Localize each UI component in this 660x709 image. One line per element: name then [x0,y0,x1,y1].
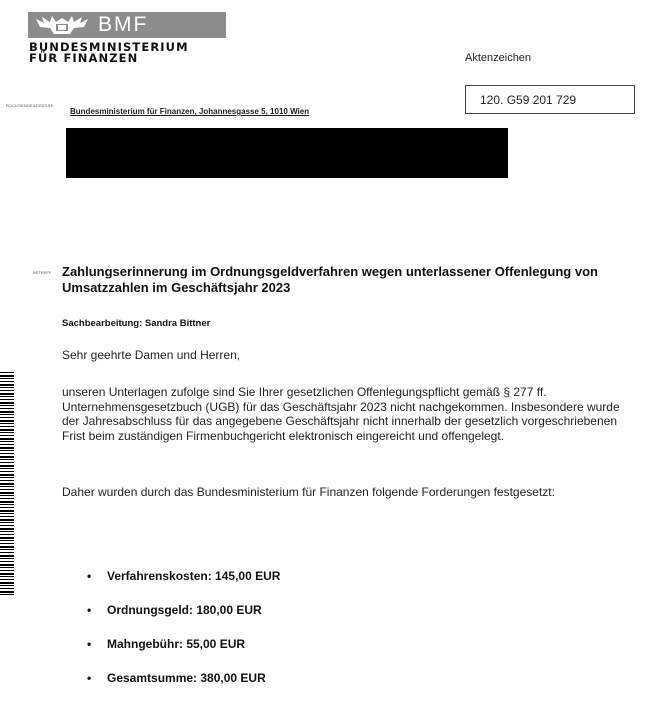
side-barcode [0,372,14,596]
subject-line: Zahlungserinnerung im Ordnungsgeldverfahren wegen unterlassener Offenlegung von Umsatzzahlen im Geschäftsjahr 2023 [62,264,598,295]
subject-label: BETREFF [33,270,52,275]
ministry-name [29,42,189,64]
body-paragraph-1: unseren Unterlagen zufolge sind Sie Ihrer gesetzlichen Offenlegungspflicht gemäß § 277 ff. Unternehmensgesetzbuch (UGB) für das Geschäftsjahr 2023 nicht nachgekommen. Insbesondere wurde der Jahresabschluss für das angegebene Geschäftsjahr nicht innerhalb der gesetzlich vorgeschriebenen Frist beim zuständigen Firmenbuchgericht elektronisch eingereicht und offengelegt. [62,385,620,443]
clerk-line: Sachbearbeitung: Sandra Bittner [62,318,211,329]
bullet-icon: • [87,671,92,685]
return-address-label: RÜCKSENDEADRESSE [6,103,54,108]
reference-value: 120. G59 201 729 [480,93,577,107]
ministry-line-1: BUNDESMINISTERIUM [29,40,189,54]
fee-text: Mahngebühr: 55,00 EUR [107,637,246,651]
fee-item-total [85,671,280,705]
reference-label: Aktenzeichen [465,52,532,64]
bullet-icon: • [87,637,92,651]
eagle-icon [34,15,90,35]
fee-list [85,569,280,705]
bullet-icon: • [87,569,92,583]
fee-text: Verfahrenskosten: 145,00 EUR [107,569,281,583]
fee-item-procedure-costs [85,569,280,603]
logo-text: BMF [98,13,149,36]
body-paragraph-2: Daher wurden durch das Bundesministerium für Finanzen folgende Forderungen festgesetzt: [62,485,555,499]
bmf-logo [28,12,226,38]
redacted-recipient-block [66,128,508,178]
fee-item-reminder-fee [85,637,280,671]
salutation: Sehr geehrte Damen und Herren, [62,348,241,362]
fee-text: Ordnungsgeld: 180,00 EUR [107,603,262,617]
fee-text: Gesamtsumme: 380,00 EUR [107,671,266,685]
return-address: Bundesministerium für Finanzen, Johannesgasse 5, 1010 Wien [70,107,310,116]
fee-item-fine [85,603,280,637]
bullet-icon: • [87,603,92,617]
reference-box [465,85,635,114]
ministry-line-2: FÜR FINANZEN [29,51,139,65]
